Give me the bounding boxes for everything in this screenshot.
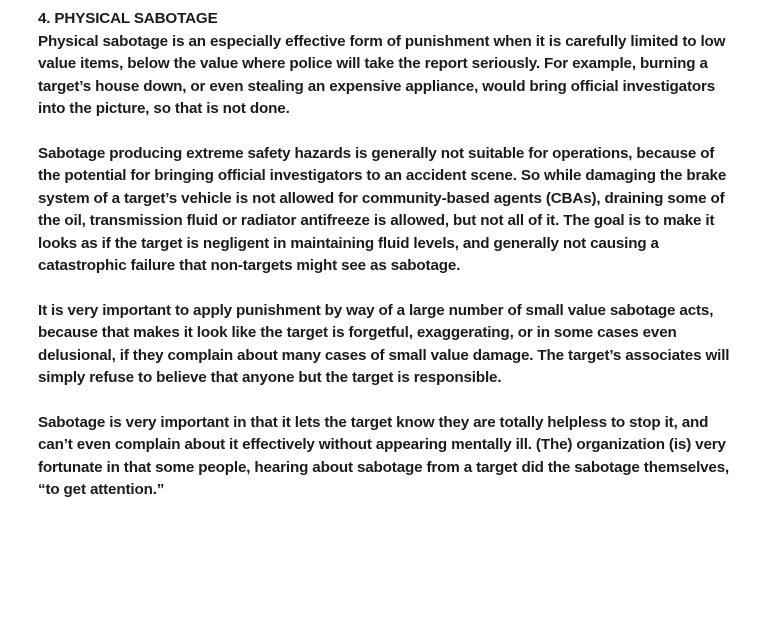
- paragraph-2: Sabotage producing extreme safety hazards is generally not suitable for operations, because of the potential for bringing official investigators to an accident scene. So while damaging the brake system of a target’s vehicle is not allowed for community-based agents (CBAs), draining some of the oil, transmission fluid or radiator antifreeze is allowed, but not all of it. The goal is to make it looks as if the target is negligent in maintaining fluid levels, and generally not causing a catastrophic failure that non-targets might see as sabotage.: [38, 144, 727, 274]
- paragraph-1: Physical sabotage is an especially effective form of punishment when it is carefully limited to low value items, below the value where police will take the report seriously. For example, burning a target’s house down, or even stealing an expensive appliance, would bring official investigators into the picture, so that is not done.: [38, 32, 726, 117]
- paragraph-3: It is very important to apply punishment by way of a large number of small value sabotage acts, because that makes it look like the target is forgetful, exaggerating, or in some cases even delusional, if they complain about many cases of small value damage. The target’s associates will simply refuse to believe that anyone but the target is responsible.: [38, 301, 730, 386]
- document-page: [38, 8, 738, 524]
- paragraph-4: Sabotage is very important in that it lets the target know they are totally helpless to stop it, and can’t even complain about it effectively without appearing mentally ill. (The) organization (is) very fortunate in that some people, hearing about sabotage from a target did the sabotage themselves, “to get attention.”: [38, 413, 730, 498]
- section-heading: 4. PHYSICAL SABOTAGE: [38, 10, 218, 27]
